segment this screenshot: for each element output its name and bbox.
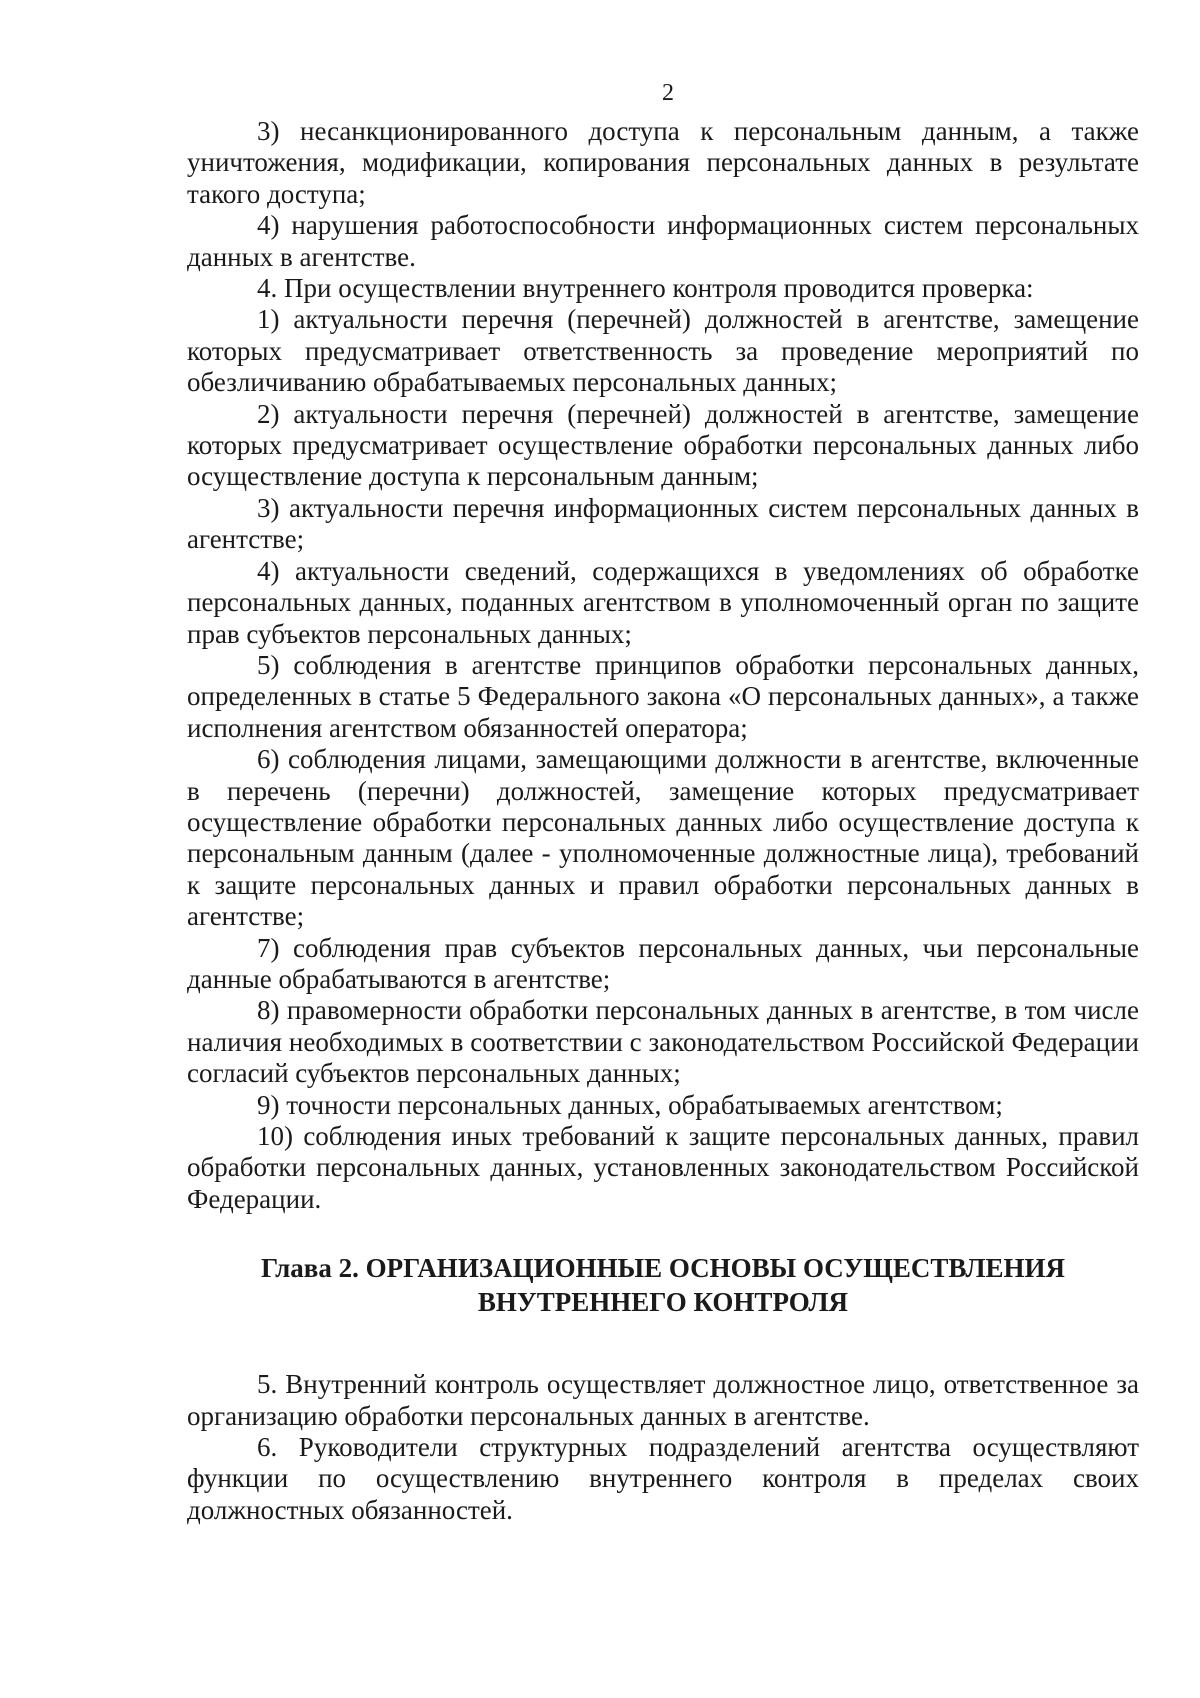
paragraphs-bottom xyxy=(187,1369,1139,1526)
paragraph-clause-5: 5. Внутренний контроль осуществляет должностное лицо, ответственное за организацию обработки персональных данных в агентстве. xyxy=(187,1369,1139,1431)
paragraph-item-3-unauthorized-access: 3) несанкционированного доступа к персональным данным, а также уничтожения, модификации, копирования персональных данных в результате такого доступа; xyxy=(187,116,1139,209)
paragraph-check-9: 9) точности персональных данных, обрабатываемых агентством; xyxy=(257,1089,1003,1120)
chapter-heading-line-2: ВНУТРЕННЕГО КОНТРОЛЯ xyxy=(477,1287,849,1318)
paragraph-check-2: 2) актуальности перечня (перечней) должностей в агентстве, замещение которых предусматривает осуществление обработки персональных данных либо осуществление доступа к персональным данным; xyxy=(187,398,1139,492)
paragraph-check-7: 7) соблюдения прав субъектов персональных данных, чьи персональные данные обрабатываются в агентстве; xyxy=(187,932,1139,994)
paragraph-check-1: 1) актуальности перечня (перечней) должностей в агентстве, замещение которых предусматривает ответственность за проведение мероприятий по обезличиванию обрабатываемых персональных данных; xyxy=(187,304,1139,398)
paragraph-check-10: 10) соблюдения иных требований к защите персональных данных, правил обработки персональных данных, установленных законодательством Российской Федерации. xyxy=(187,1121,1139,1214)
paragraph-clause-4-intro: 4. При осуществлении внутреннего контроля проводится проверка: xyxy=(257,273,1034,304)
paragraph-check-5: 5) соблюдения в агентстве принципов обработки персональных данных, определенных в статье 5 Федерального закона «О персональных данных», а также исполнения агентством обязанностей оператора; xyxy=(187,649,1139,743)
document-page xyxy=(187,70,1139,1526)
paragraph-item-4-system-disruption: 4) нарушения работоспособности информационных систем персональных данных в агентстве. xyxy=(187,210,1139,272)
paragraph-check-3: 3) актуальности перечня информационных систем персональных данных в агентстве; xyxy=(187,492,1139,555)
paragraphs-top xyxy=(187,116,1139,1215)
paragraph-clause-6: 6. Руководители структурных подразделений агентства осуществляют функции по осуществлению внутреннего контроля в пределах своих должностных обязанностей. xyxy=(187,1432,1139,1525)
paragraph-check-4: 4) актуальности сведений, содержащихся в уведомлениях об обработке персональных данных, поданных агентством в уполномоченный орган по защите прав субъектов персональных данных; xyxy=(187,555,1139,649)
page-number: 2 xyxy=(662,80,674,106)
chapter-heading-line-1: Глава 2. ОРГАНИЗАЦИОННЫЕ ОСНОВЫ ОСУЩЕСТВЛЕНИЯ xyxy=(260,1253,1066,1284)
paragraph-check-8: 8) правомерности обработки персональных данных в агентстве, в том числе наличия необходимых в соответствии с законодательством Российской Федерации согласий субъектов персональных данных; xyxy=(187,995,1139,1089)
paragraph-check-6: 6) соблюдения лицами, замещающими должности в агентстве, включенные в перечень (перечни) должностей, замещение которых предусматривает осуществление обработки персональных данных либо осуществление доступа к персональным данным (далее - уполномоченные должностные лица), требований к защите персональных данных и правил обработки персональных данных в агентстве; xyxy=(187,744,1139,932)
chapter-heading xyxy=(187,1251,1139,1319)
